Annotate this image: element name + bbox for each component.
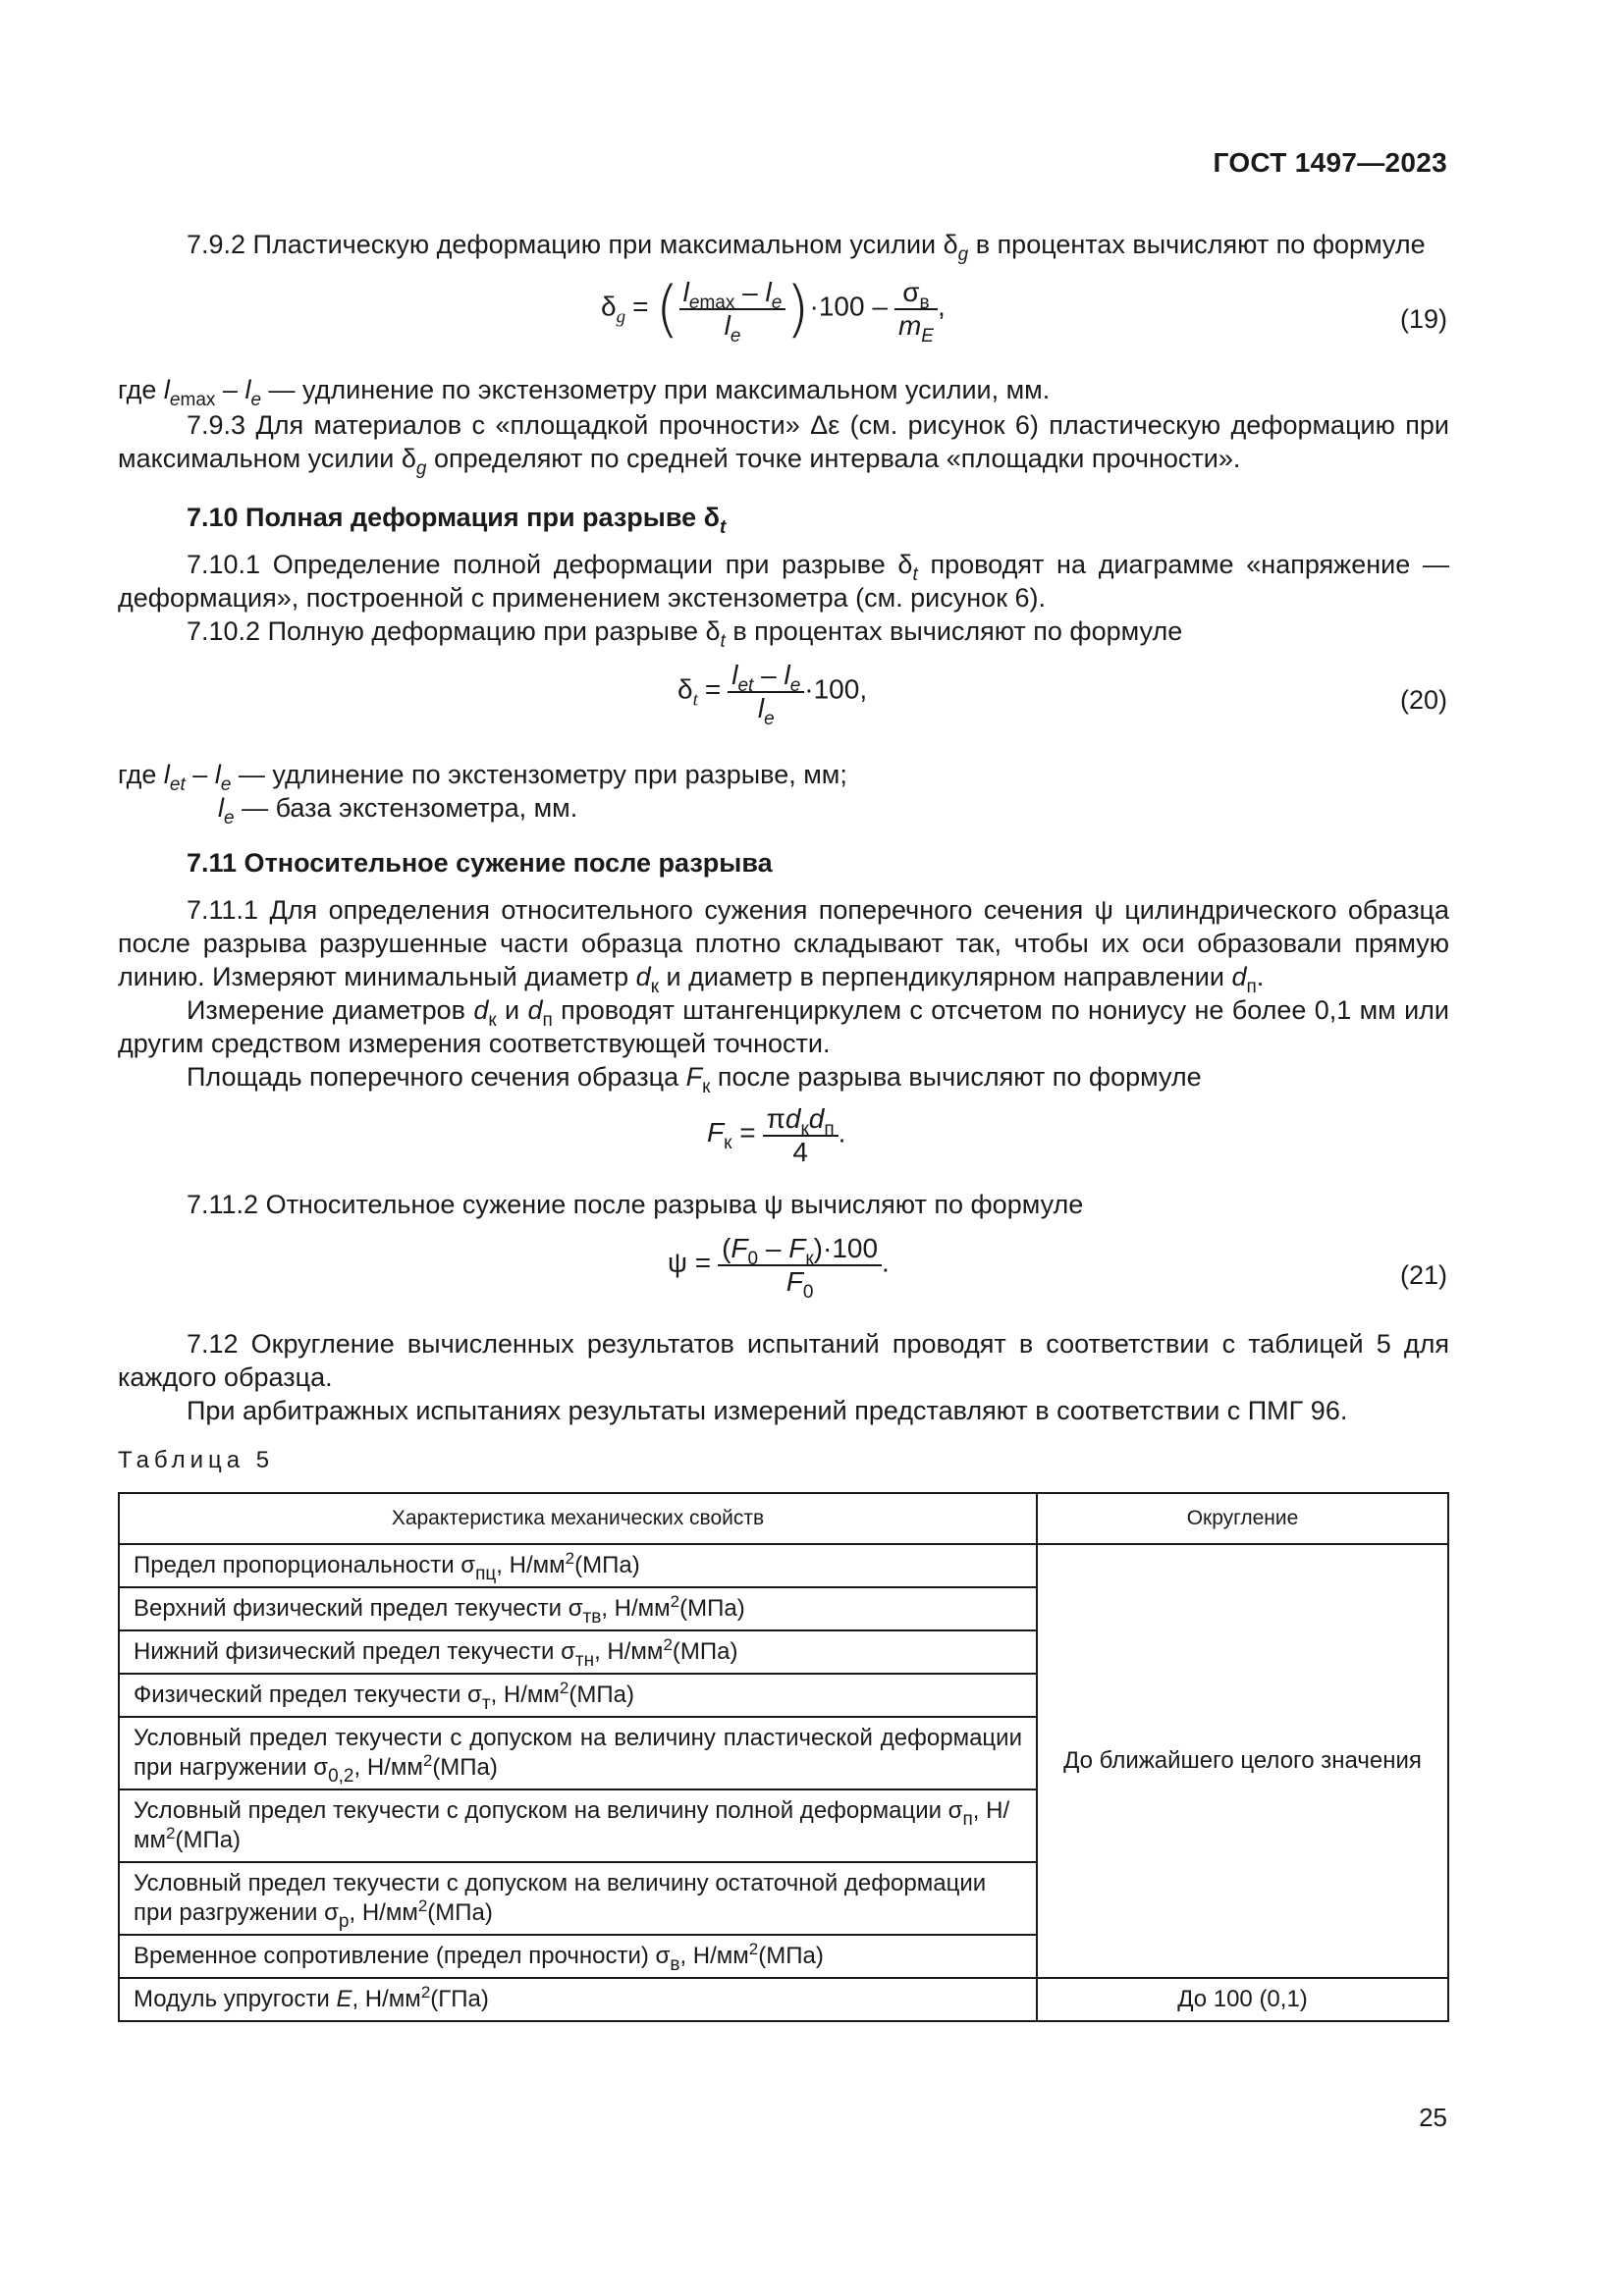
- text: определяют по средней точке интервала «площадки прочности».: [426, 444, 1241, 473]
- text: проводят штангенциркулем с отсчетом по нониусу не более 0,1 мм или другим средством измерения соответствующей точности.: [118, 995, 1449, 1058]
- paragraph-7-11-2: 7.11.2 Относительное сужение после разрыва ψ вычисляют по формуле: [187, 1190, 1084, 1219]
- text: Площадь поперечного сечения образца: [187, 1062, 686, 1092]
- table-5: [118, 1492, 1449, 2022]
- text: — удлинение по экстензометру при максимальном усилии, мм.: [261, 375, 1051, 404]
- table-header-row: [119, 1493, 1448, 1544]
- text: –: [215, 375, 245, 404]
- text: — база экстензометра, мм.: [234, 793, 578, 823]
- equation-number-19: (19): [1399, 304, 1447, 334]
- text: .: [1256, 962, 1265, 991]
- formula-20: $\delta_t$ = $\frac{l_{et} - l_e}{l_e}$ ·100,: [677, 660, 868, 729]
- text: и: [496, 995, 528, 1025]
- text: в процентах вычисляют по формуле: [968, 230, 1426, 259]
- section-heading-7-10: [187, 501, 727, 538]
- heading-text: 7.10 Полная деформация при разрыве δ: [187, 503, 720, 532]
- subscript: g: [415, 458, 427, 479]
- paragraph-7-9-2: [118, 228, 1449, 265]
- text: — удлинение по экстензометру при разрыве, мм;: [231, 760, 847, 789]
- document-id-header: ГОСТ 1497—2023: [1213, 147, 1447, 178]
- table-cell-merged-rounding: До ближайшего целого значения: [1037, 1544, 1448, 1978]
- subscript: t: [912, 564, 918, 585]
- subscript: t: [720, 631, 726, 652]
- table-cell: Условный предел текучести с допуском на величину остаточной деформации при разгружении $\sigma_р$, $Н/мм^2(МПа)$: [119, 1862, 1037, 1935]
- text: где: [118, 375, 164, 404]
- text: и диаметр в перпендикулярном направлении: [659, 962, 1232, 991]
- table-cell: Условный предел текучести с допуском на величину пластической деформации при нагружении $\sigma_{0,2}$, $Н/мм^2(МПа)$: [119, 1717, 1037, 1789]
- text: 7.10.2 Полную деформацию при разрыве δ: [187, 616, 721, 646]
- table-cell: Верхний физический предел текучести $\sigma_{тв}$, $Н/мм^2(МПа)$: [119, 1587, 1037, 1630]
- text: где: [118, 760, 164, 789]
- column-header-rounding: Округление: [1037, 1493, 1448, 1544]
- table-cell: Условный предел текучести с допуском на величину полной деформации $\sigma_п$, $Н/мм^2(МПа)$: [119, 1789, 1037, 1862]
- subscript: t: [720, 517, 727, 538]
- formula-21: ψ = $\frac{(F_0 - F_к)\cdot 100}{F_0}$ .: [668, 1233, 890, 1303]
- paragraph-7-9-3: [118, 408, 1449, 479]
- table-row: [119, 1544, 1448, 1587]
- var: l: [244, 375, 251, 404]
- formula-area: $F_к$ = $\frac{\pi d_кd_п}{4}$ .: [707, 1103, 846, 1167]
- page-number: 25: [1419, 2103, 1447, 2132]
- subscript: e: [250, 390, 262, 410]
- text: в процентах вычисляют по формуле: [725, 616, 1183, 646]
- paragraph-7-12: 7.12 Округление вычисленных результатов испытаний проводят в соответствии с таблицей 5 для каждого образца.: [118, 1329, 1449, 1392]
- table-row: [119, 1978, 1448, 2021]
- formula-20-legend: где $l_{et} - l_e$ — удлинение по экстензометру при разрыве, мм;: [118, 760, 847, 795]
- table-cell: Временное сопротивление (предел прочности) $\sigma_в$, $Н/мм^2(МПа)$: [119, 1935, 1037, 1978]
- table-cell-rounding: До 100 (0,1): [1037, 1978, 1448, 2021]
- table-cell: Предел пропорциональности $\sigma_{пц}$, $Н/мм^2(МПа)$: [119, 1544, 1037, 1587]
- subscript: e: [169, 390, 181, 410]
- subscript: max: [180, 390, 216, 410]
- text: 7.10.1 Определение полной деформации при разрыве δ: [187, 550, 913, 579]
- formula-19-legend: [118, 373, 1449, 410]
- text: 7.11.1 Для определения относительного сужения поперечного сечения ψ цилиндрического образца после разрыва разрушенные части образца плотно складывают так, чтобы их оси образовали прямую линию. Измеряют минимальный диаметр: [118, 895, 1449, 991]
- text: проводят на диаграмме «напряжение — деформация», построенной с применением экстензометра (см. рисунок 6).: [118, 550, 1449, 613]
- text: 7.9.3 Для материалов с «площадкой прочности» Δε (см. рисунок 6) пластическую деформацию при максимальном усилии δ: [118, 410, 1449, 473]
- text: 7.9.2 Пластическую деформацию при максимальном усилии δ: [187, 230, 958, 259]
- subscript: g: [957, 244, 969, 265]
- table-cell: Модуль упругости E, $Н/мм^2(ГПа)$: [119, 1978, 1037, 2021]
- formula-20-legend-line2: $l_e$ — база экстензометра, мм.: [218, 793, 578, 828]
- paragraph-7-11-1: 7.11.1 Для определения относительного сужения поперечного сечения ψ цилиндрического образца после разрыва разрушенные части образца плотно складывают так, чтобы их оси образовали прямую линию. Измеряют минимальный диаметр $d_к$ и диаметр в перпендикулярном направлении $d_п$.: [118, 895, 1449, 997]
- var: l: [163, 375, 170, 404]
- equation-number-20: (20): [1399, 685, 1447, 715]
- paragraph-7-10-2: [118, 614, 1449, 652]
- equation-number-21: (21): [1399, 1260, 1447, 1290]
- paragraph-7-10-1: [118, 548, 1449, 614]
- table-cell: Нижний физический предел текучести $\sigma_{тн}$, $Н/мм^2(МПа)$: [119, 1630, 1037, 1674]
- formula-19: $\delta_g$ = ( $\frac{l_{emax} - l_e}{l_e}$ )·100 – $\frac{\sigma_в}{m_E}$ ,: [601, 273, 946, 347]
- paragraph-7-11-1-area: Площадь поперечного сечения образца $F_к$ после разрыва вычисляют по формуле: [187, 1062, 1202, 1097]
- section-heading-7-11: 7.11 Относительное сужение после разрыва: [187, 848, 773, 878]
- text: после разрыва вычисляют по формуле: [710, 1062, 1202, 1092]
- text: Измерение диаметров: [187, 995, 474, 1025]
- paragraph-7-11-1-diameters: Измерение диаметров $d_к$ и $d_п$ проводят штангенциркулем с отсчетом по нониусу не более 0,1 мм или другим средством измерения соответствующей точности.: [118, 995, 1449, 1058]
- table-cell: Физический предел текучести $\sigma_т$, $Н/мм^2(МПа)$: [119, 1674, 1037, 1717]
- column-header-characteristic: Характеристика механических свойств: [119, 1493, 1037, 1544]
- paragraph-7-12-arbitration: При арбитражных испытаниях результаты измерений представляют в соответствии с ПМГ 96.: [187, 1396, 1348, 1425]
- table-caption: Таблица 5: [118, 1447, 275, 1473]
